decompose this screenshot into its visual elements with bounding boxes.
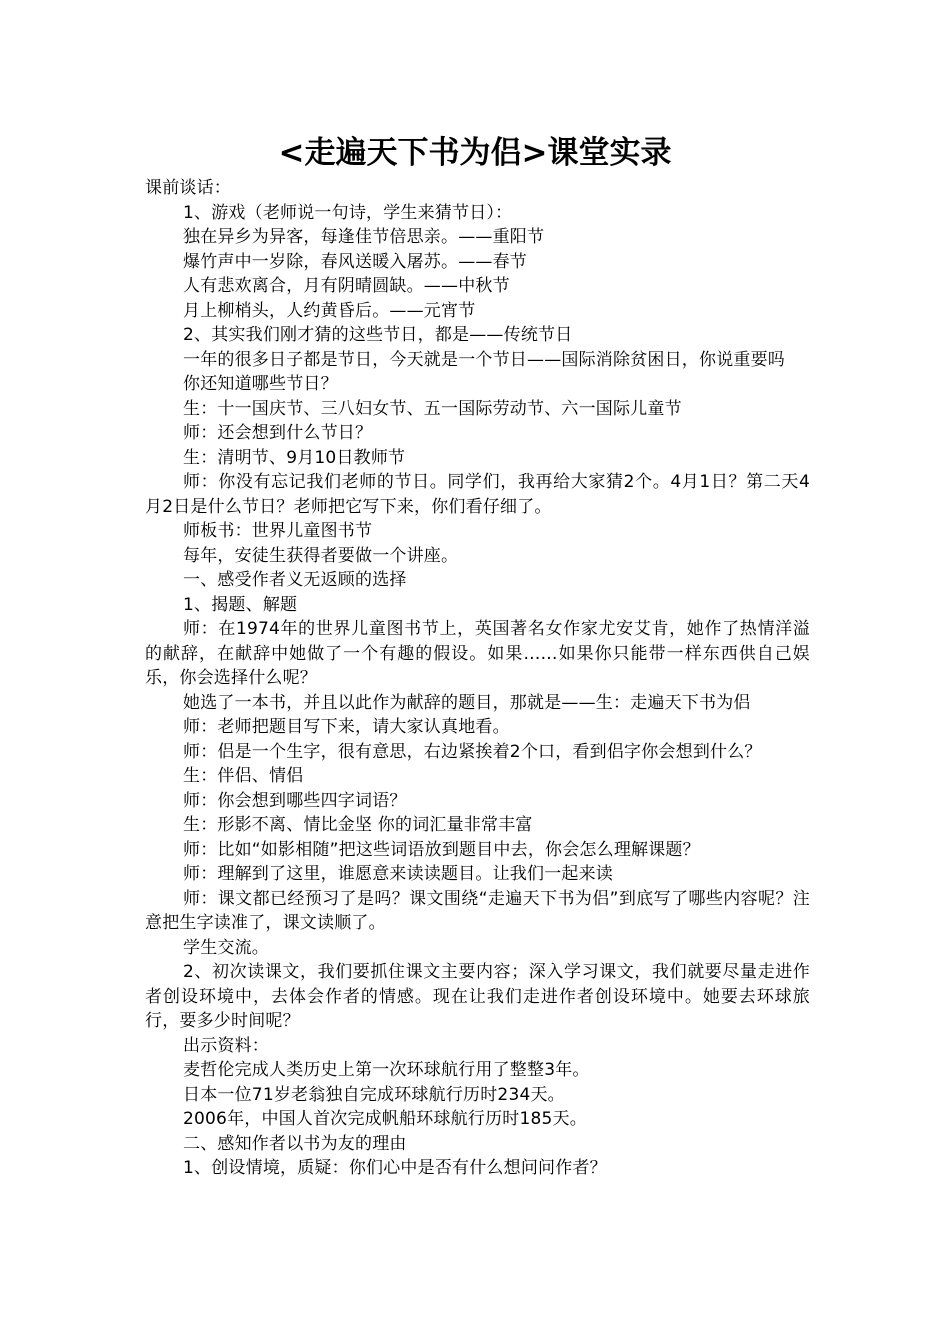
paragraph: 1、游戏（老师说一句诗，学生来猜节日）： [183,202,513,223]
paragraph: 出示资料： [183,1035,269,1056]
paragraph: 课前谈话： [145,178,231,198]
paragraph: 独在异乡为异客，每逢佳节倍思亲。——重阳节 [183,227,545,247]
document-body [145,176,810,1181]
paragraph: 她选了一本书，并且以此作为献辞的题目，那就是——生：走遍天下书为侣 [183,692,751,713]
paragraph: 师：课文都已经预习了是吗？课文围绕“走遍天下书为侣”到底写了哪些内容呢？注意把生字读准了，课文读顺了。 [145,888,810,933]
paragraph: 师：你没有忘记我们老师的节日。同学们，我再给大家猜2个。4月1日？第二天4月2日是什么节日？老师把它写下来，你们看仔细了。 [145,472,810,517]
paragraph: 爆竹声中一岁除，春风送暖入屠苏。——春节 [183,251,527,272]
paragraph: 1、揭题、解题 [183,594,298,615]
paragraph: 生：形影不离、情比金坚 你的词汇量非常丰富 [183,815,533,835]
paragraph: 生：伴侣、情侣 [183,766,304,786]
paragraph: 人有悲欢离合，月有阴晴圆缺。——中秋节 [183,276,510,296]
paragraph: 一年的很多日子都是节日，今天就是一个节日——国际消除贫困日，你说重要吗 [183,349,785,370]
paragraph: 一、感受作者义无返顾的选择 [183,570,407,590]
paragraph: 师：老师把题目写下来，请大家认真地看。 [183,717,510,737]
paragraph: 师：在1974年的世界儿童图书节上，英国著名女作家尤安艾肯，她作了热情洋溢的献辞，在献辞中她做了一个有趣的假设。如果……如果你只能带一样东西供自己娱乐，你会选择什么呢？ [145,619,810,688]
paragraph: 师：你会想到哪些四字词语？ [183,790,407,811]
paragraph: 1、创设情境，质疑：你们心中是否有什么想问问作者？ [183,1158,607,1178]
paragraph: 2、其实我们刚才猜的这些节日，都是——传统节日 [183,325,573,345]
paragraph: 师：还会想到什么节日？ [183,423,373,443]
paragraph: 每年，安徒生获得者要做一个讲座。 [183,545,459,566]
paragraph: 师板书：世界儿童图书节 [183,521,373,541]
paragraph: 麦哲伦完成人类历史上第一次环球航行用了整整3年。 [183,1060,590,1080]
paragraph: 日本一位71岁老翁独自完成环球航行历时234天。 [183,1084,565,1105]
paragraph: 二、感知作者以书为友的理由 [183,1133,407,1154]
paragraph: 2、初次读课文，我们要抓住课文主要内容；深入学习课文，我们就要尽量走进作者创设环境中，去体会作者的情感。现在让我们走进作者创设环境中。她要去环球旅行，要多少时间呢？ [145,962,810,1031]
paragraph: 月上柳梢头，人约黄昏后。——元宵节 [183,300,476,321]
paragraph: 生：十一国庆节、三八妇女节、五一国际劳动节、六一国际儿童节 [183,398,682,419]
paragraph: 师：比如“如影相随”把这些词语放到题目中去，你会怎么理解课题？ [183,839,700,860]
paragraph: 师：侣是一个生字，很有意思，右边紧挨着2个口，看到侣字你会想到什么？ [183,741,762,762]
paragraph: 生：清明节、9月10日教师节 [183,447,406,468]
paragraph: 你还知道哪些节日？ [183,374,338,394]
document-title: <走遍天下书为侣>课堂实录 [278,135,672,171]
paragraph: 学生交流。 [183,937,269,958]
paragraph: 2006年，中国人首次完成帆船环球航行历时185天。 [183,1109,587,1129]
paragraph: 师：理解到了这里，谁愿意来读读题目。让我们一起来读 [183,864,613,884]
